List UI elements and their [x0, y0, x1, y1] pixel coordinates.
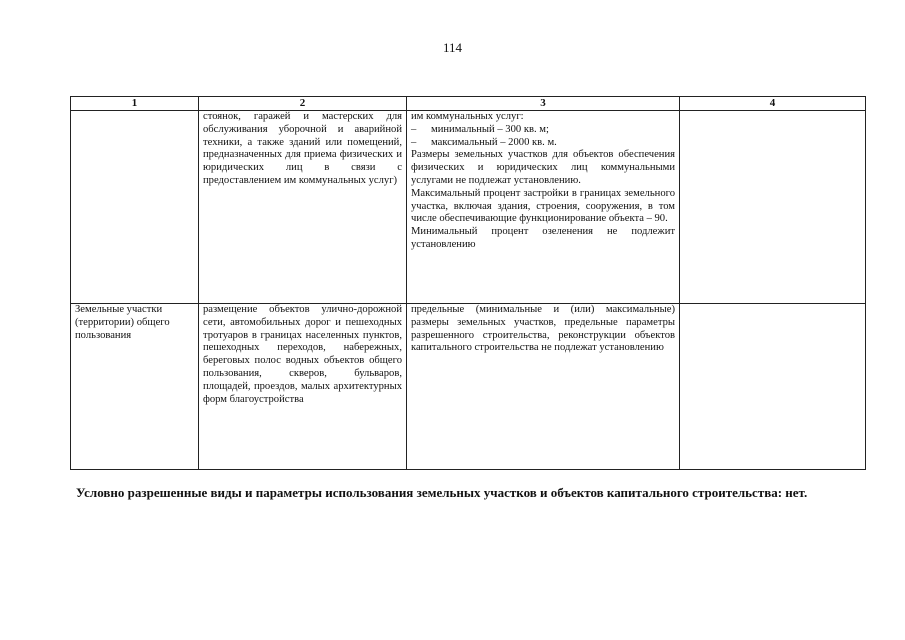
dash-marker: –	[411, 136, 417, 148]
dash-marker: –	[411, 123, 417, 135]
table-cell-permitted-use: стоянок, гаражей и мастерских для обслуживания уборочной и аварийной техники, а также зданий или помещений, предназначенных для приема физических и юридических лиц в связи с предоставлением им коммунальных услуг)	[199, 111, 407, 304]
table-header-row	[71, 97, 866, 111]
list-item-text: минимальный – 300 кв. м;	[431, 123, 549, 135]
table-cell-permitted-use: размещение объектов улично-дорожной сети, автомобильных дорог и пешеходных тротуаров в границах населенных пунктов, пешеходных переходов, набережных, береговых полос водных объектов общего пользования, скверов, бульваров, площадей, проездов, малых архитектурных форм благоустройства	[199, 304, 407, 470]
page-number: 114	[442, 40, 463, 55]
list-item	[411, 137, 675, 150]
table-cell-parameters	[407, 111, 680, 304]
parameters-paragraph: Минимальный процент озеленения не подлежит установлению	[411, 226, 675, 250]
table-row	[71, 111, 866, 304]
conditional-use-note: Условно разрешенные виды и параметры использования земельных участков и объектов капитального строительства: нет.	[76, 485, 808, 500]
table-cell-notes	[680, 304, 866, 470]
list-item-text: максимальный – 2000 кв. м.	[431, 136, 557, 148]
regulations-table	[70, 96, 866, 470]
parameters-intro: им коммунальных услуг:	[411, 111, 524, 122]
table-row	[71, 304, 866, 470]
parameters-paragraph: Размеры земельных участков для объектов обеспечения физических и юридических лиц коммунальными услугами не подлежат установлению.	[411, 149, 675, 186]
table-cell-land-type: Земельные участки (территории) общего пользования	[71, 304, 199, 470]
table-cell-notes	[680, 111, 866, 304]
column-header: 1	[71, 97, 199, 111]
table-cell-land-type	[71, 111, 199, 304]
list-item	[411, 124, 675, 137]
column-header: 4	[680, 97, 866, 111]
parameters-paragraph: Максимальный процент застройки в границах земельного участка, включая здания, строения, сооружения, в том числе обеспечивающие функционирование объекта – 90.	[411, 187, 675, 225]
column-header: 3	[407, 97, 680, 111]
column-header: 2	[199, 97, 407, 111]
table-cell-parameters: предельные (минимальные и (или) максимальные) размеры земельных участков, предельные параметры разрешенного строительства, реконструкции объектов капитального строительства не подлежат установлению	[407, 304, 680, 470]
